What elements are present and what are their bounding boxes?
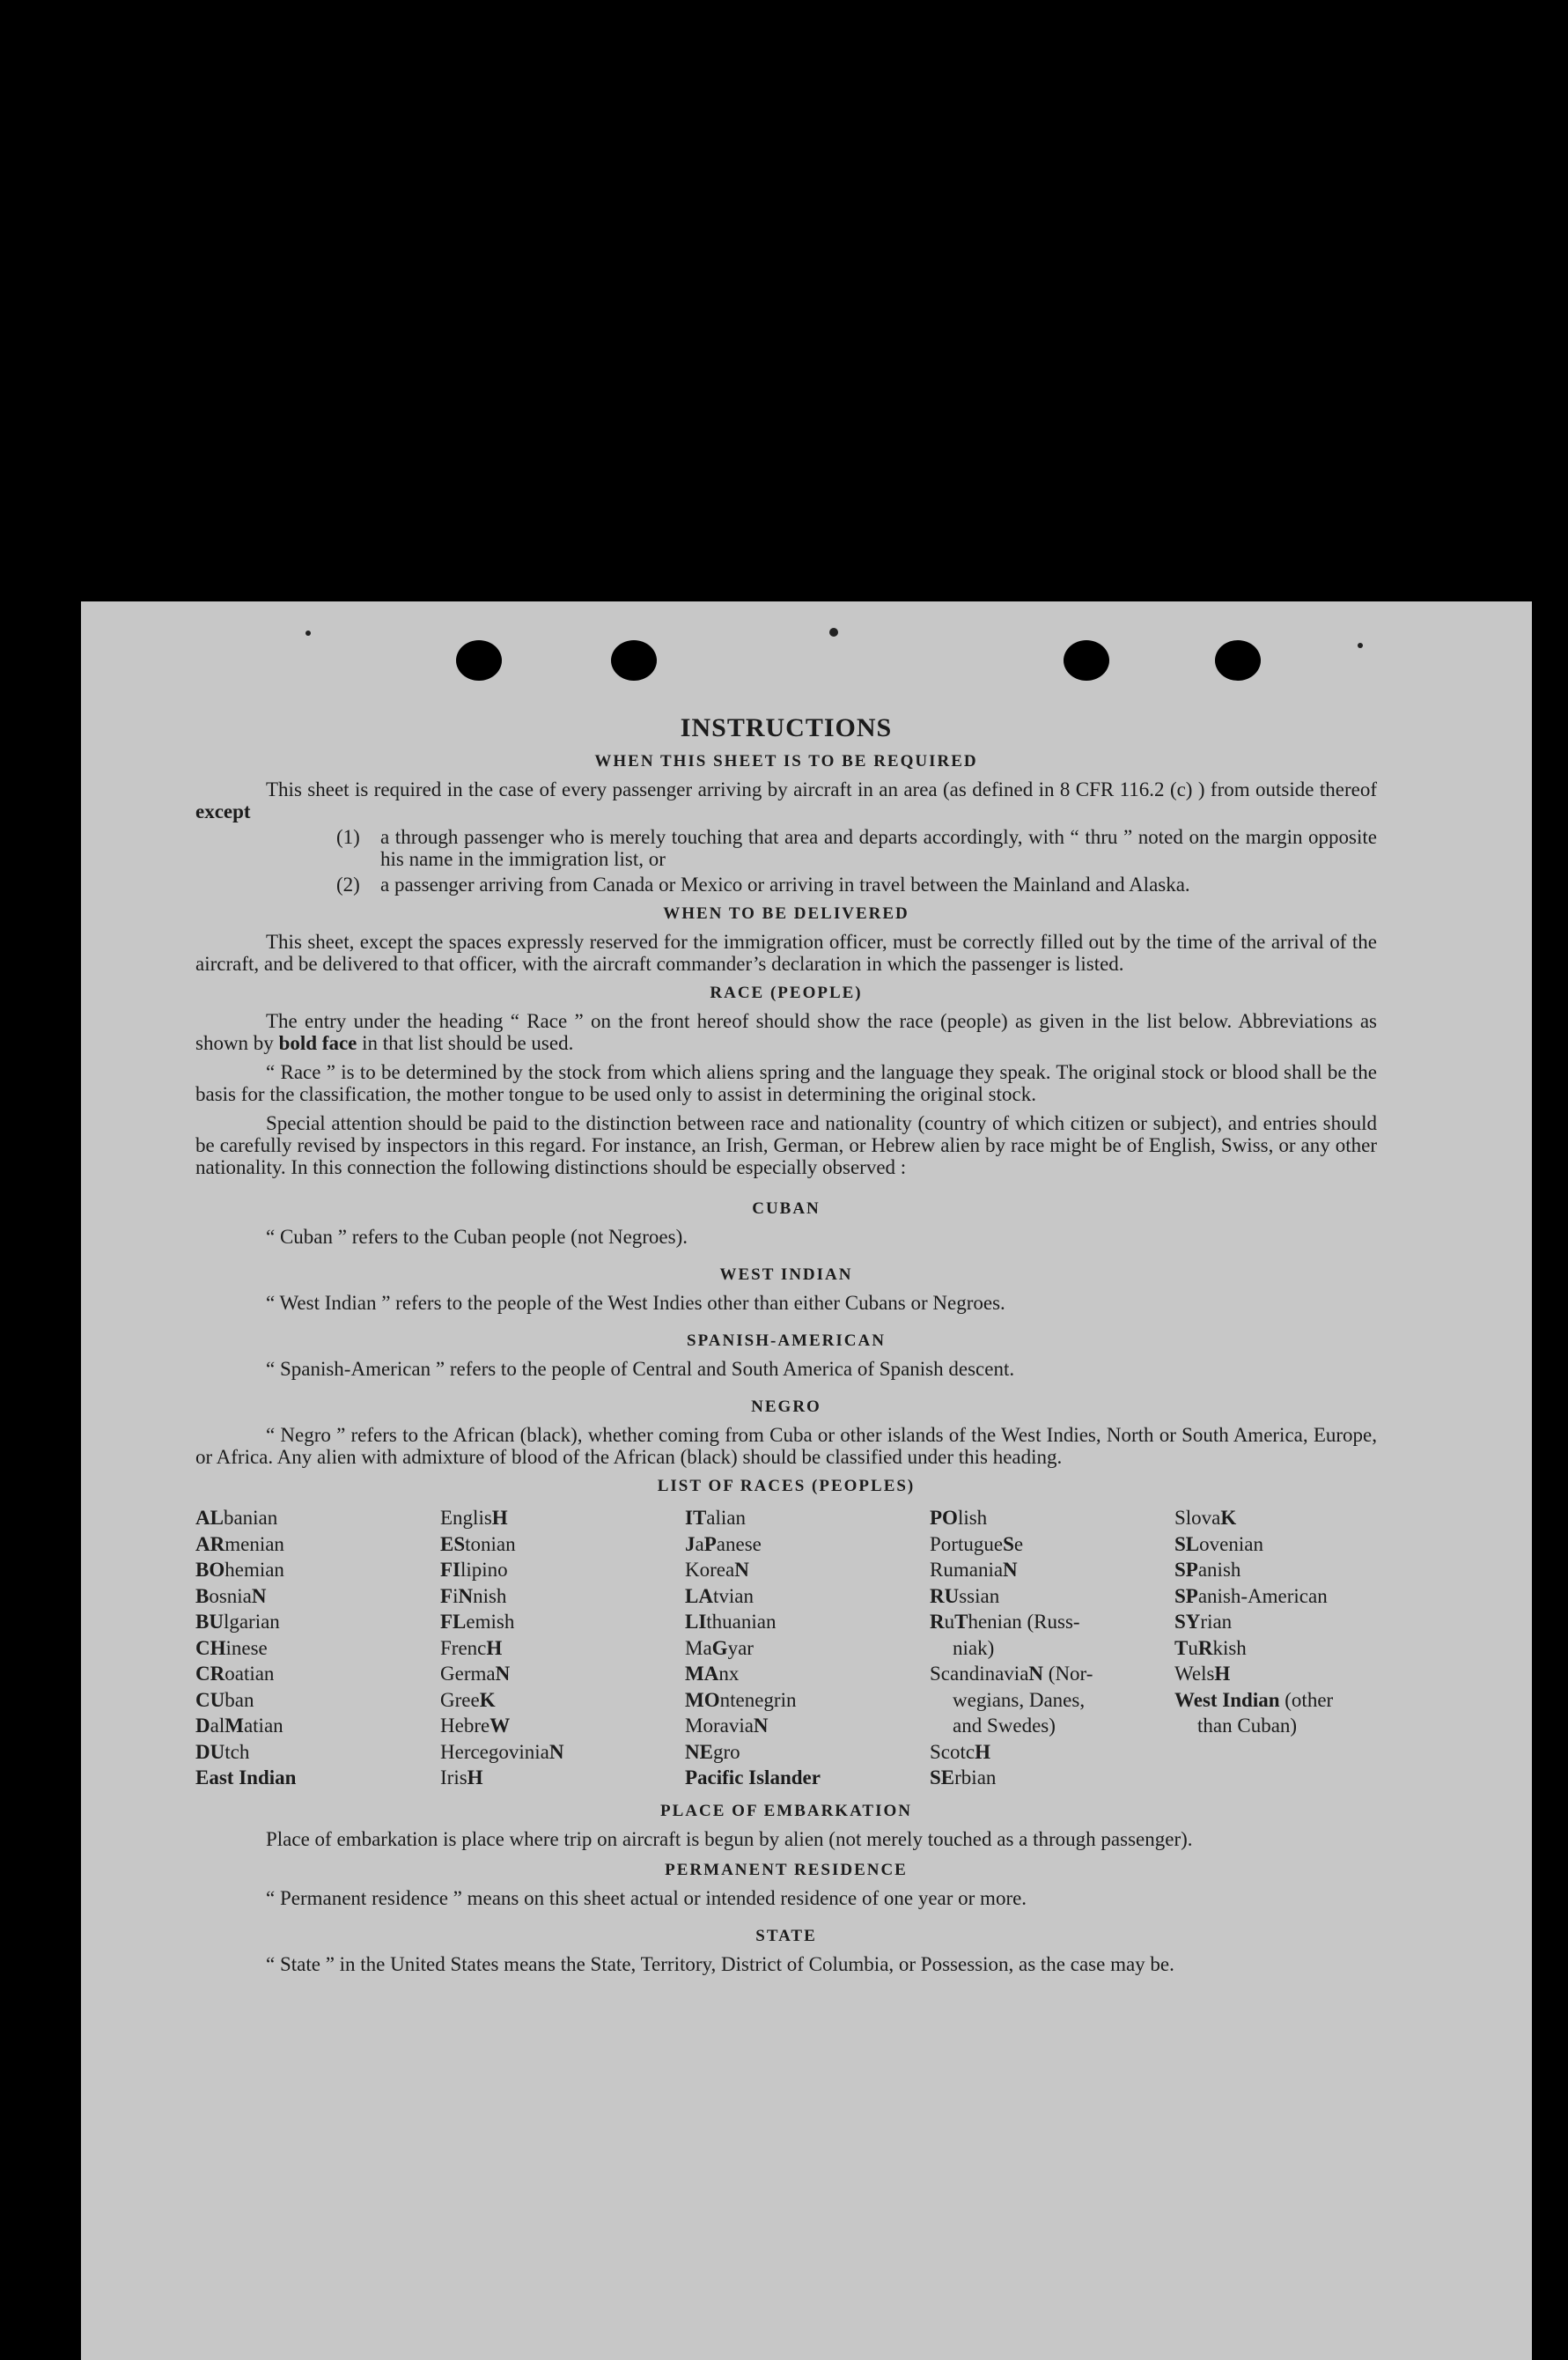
race-entry: LAtvian	[685, 1584, 754, 1607]
race-entry: BUlgarian	[195, 1611, 280, 1633]
embarkation-text: Place of embarkation is place where trip on aircraft is begun by alien (not merely touched as a through passenger).	[266, 1827, 1193, 1850]
race-entry: ScotcH	[930, 1740, 990, 1763]
when-required-text: This sheet is required in the case of every passenger arriving by aircraft in an area (as defined in 8 CFR 116.2 (c) ) from outside thereof except	[195, 778, 1377, 822]
race-entry: SLovenian	[1174, 1532, 1263, 1555]
list-item: (1) a through passenger who is merely touching that area and departs accordingly, with “ thru ” noted on the margin opposite his name in the immigration list, or	[336, 826, 1377, 870]
race-entry: SYrian	[1174, 1611, 1233, 1633]
when-delivered-text: This sheet, except the spaces expressly reserved for the immigration officer, must be correctly filled out by the time of the arrival of the aircraft, and be delivered to that officer, with the aircraft commander’s declaration in which the passenger is listed.	[195, 931, 1377, 975]
race-paragraph-1: The entry under the heading “ Race ” on the front hereof should show the race (people) as given in the list below. Abbreviations as shown by bold face in that list should be used.	[195, 1010, 1377, 1054]
race-entry: GreeK	[440, 1688, 496, 1711]
race-entry: ALbanian	[195, 1507, 278, 1529]
race-entry: CUban	[195, 1688, 254, 1711]
section-heading-list-of-races: LIST OF RACES (PEOPLES)	[657, 1477, 916, 1495]
race-entry: MAnx	[685, 1663, 740, 1685]
state-text: “ State ” in the United States means the State, Territory, District of Columbia, or Possession, as the case may be.	[266, 1952, 1174, 1975]
race-entry: than Cuban)	[1197, 1715, 1298, 1737]
section-heading-race: RACE (PEOPLE)	[710, 984, 863, 1002]
race-paragraph-3: Special attention should be paid to the distinction between race and nationality (country of which citizen or subject), and entries should be carefully revised by inspectors in this regard. For instance, an Irish, German, or Hebrew alien by race might be of English, Swiss, or any other nationality. In this connection the following distinctions should be especially observed :	[195, 1112, 1377, 1178]
section-heading-spanish-american: SPANISH-AMERICAN	[687, 1331, 886, 1350]
instructions-content	[195, 713, 1377, 1975]
race-entry: wegians, Danes,	[953, 1688, 1086, 1711]
race-entry: LIthuanian	[685, 1611, 777, 1633]
section-heading-residence: PERMANENT RESIDENCE	[665, 1860, 908, 1879]
race-entry: HebreW	[440, 1715, 511, 1737]
race-entry: BosniaN	[195, 1584, 267, 1607]
race-entry: SErbian	[930, 1766, 997, 1788]
section-heading-state: STATE	[755, 1926, 817, 1945]
paper-speck	[1358, 643, 1363, 648]
section-heading-west-indian: WEST INDIAN	[719, 1265, 853, 1284]
race-entry: POlish	[930, 1507, 988, 1529]
section-heading-negro: NEGRO	[751, 1398, 821, 1416]
section-heading-when-delivered: WHEN TO BE DELIVERED	[663, 904, 909, 923]
punch-hole	[1064, 640, 1109, 681]
spanish-american-text: “ Spanish-American ” refers to the people of Central and South America of Spanish descent.	[266, 1358, 1015, 1380]
residence-text: “ Permanent residence ” means on this sheet actual or intended residence of one year or more.	[266, 1886, 1027, 1909]
race-entry: BOhemian	[195, 1559, 284, 1581]
race-entry: MaGyar	[685, 1636, 754, 1659]
race-entry: FrencH	[440, 1636, 503, 1659]
races-column	[195, 1505, 440, 1791]
list-item: (2) a passenger arriving from Canada or Mexico or arriving in travel between the Mainland and Alaska.	[336, 874, 1190, 896]
race-entry: ARmenian	[195, 1532, 284, 1555]
race-entry: MOntenegrin	[685, 1688, 797, 1711]
race-entry: JaPanese	[685, 1532, 762, 1555]
punch-hole	[611, 640, 657, 681]
race-entry: FiNnish	[440, 1584, 507, 1607]
page-title: INSTRUCTIONS	[680, 713, 893, 742]
races-column	[930, 1505, 1174, 1791]
race-entry: MoraviaN	[685, 1715, 769, 1737]
section-heading-when-required: WHEN THIS SHEET IS TO BE REQUIRED	[594, 752, 978, 771]
race-entry: EStonian	[440, 1532, 516, 1555]
west-indian-text: “ West Indian ” refers to the people of the West Indies other than either Cubans or Negroes.	[266, 1292, 1005, 1314]
race-entry: NEgro	[685, 1740, 740, 1763]
race-entry: CRoatian	[195, 1663, 275, 1685]
race-entry: WelsH	[1174, 1663, 1231, 1685]
race-entry: RUssian	[930, 1584, 1000, 1607]
paper-speck	[306, 631, 311, 636]
race-entry: East Indian	[195, 1766, 297, 1788]
race-entry: DUtch	[195, 1740, 250, 1763]
race-entry: FIlipino	[440, 1559, 508, 1581]
race-entry: SlovaK	[1174, 1507, 1237, 1529]
races-column	[1174, 1505, 1419, 1791]
race-entry: EnglisH	[440, 1507, 508, 1529]
race-paragraph-2: “ Race ” is to be determined by the stock from which aliens spring and the language they speak. The original stock or blood shall be the basis for the classification, the mother tongue to be used only to assist in determining the original stock.	[195, 1061, 1377, 1105]
races-list	[195, 1505, 1377, 1791]
race-entry: TuRkish	[1174, 1636, 1247, 1659]
race-entry: ITalian	[685, 1507, 746, 1529]
race-entry: FLemish	[440, 1611, 515, 1633]
race-entry: CHinese	[195, 1636, 268, 1659]
race-entry: SPanish	[1174, 1559, 1241, 1581]
section-heading-cuban: CUBAN	[752, 1199, 821, 1218]
race-entry: IrisH	[440, 1766, 483, 1788]
race-entry: GermaN	[440, 1663, 511, 1685]
section-heading-embarkation: PLACE OF EMBARKATION	[660, 1801, 912, 1820]
race-entry: PortugueSe	[930, 1532, 1024, 1555]
race-entry: DalMatian	[195, 1715, 283, 1737]
negro-text: “ Negro ” refers to the African (black), whether coming from Cuba or other islands of the West Indies, North or South America, Europe, or Africa. Any alien with admixture of blood of the African (black) should be classified under this heading.	[195, 1424, 1377, 1468]
race-entry: KoreaN	[685, 1559, 749, 1581]
race-entry: SPanish-American	[1174, 1584, 1328, 1607]
race-entry: RuThenian (Russ-	[930, 1611, 1080, 1633]
race-entry: Pacific Islander	[685, 1766, 821, 1788]
document-sheet	[81, 601, 1532, 2360]
punch-hole	[1215, 640, 1261, 681]
race-entry: RumaniaN	[930, 1559, 1018, 1581]
races-column	[685, 1505, 930, 1791]
paper-speck	[829, 628, 838, 637]
race-entry: West Indian (other	[1174, 1688, 1334, 1711]
punch-hole	[456, 640, 502, 681]
races-column	[440, 1505, 685, 1791]
race-entry: niak)	[953, 1636, 995, 1659]
race-entry: and Swedes)	[953, 1715, 1056, 1737]
race-entry: HercegoviniaN	[440, 1740, 564, 1763]
cuban-text: “ Cuban ” refers to the Cuban people (not Negroes).	[266, 1226, 688, 1248]
race-entry: ScandinaviaN (Nor-	[930, 1663, 1093, 1685]
